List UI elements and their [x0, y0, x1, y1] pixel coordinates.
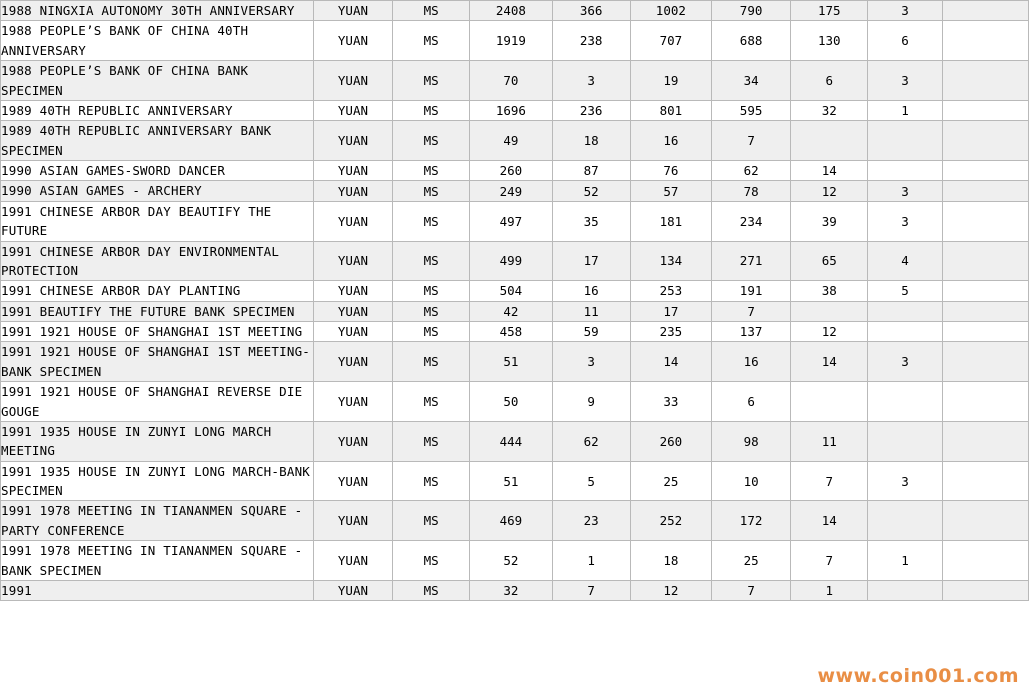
- cell-grade: MS: [393, 121, 470, 161]
- table-row[interactable]: [1, 322, 1029, 342]
- cell-n3: 7: [711, 301, 790, 321]
- cell-n3: 98: [711, 421, 790, 461]
- cell-n4: 14: [791, 342, 868, 382]
- cell-n5: 3: [868, 461, 942, 501]
- cell-name: 1991 CHINESE ARBOR DAY PLANTING: [1, 281, 314, 301]
- cell-name: 1991 1921 HOUSE OF SHANGHAI REVERSE DIE GOUGE: [1, 382, 314, 422]
- cell-n1: 16: [552, 281, 630, 301]
- cell-n1: 7: [552, 580, 630, 600]
- cell-n6: [942, 580, 1028, 600]
- cell-grade: MS: [393, 161, 470, 181]
- cell-n1: 59: [552, 322, 630, 342]
- table-row[interactable]: [1, 181, 1029, 201]
- cell-n2: 16: [630, 121, 711, 161]
- table-body: [1, 1, 1029, 601]
- cell-n6: [942, 181, 1028, 201]
- cell-name: 1991 CHINESE ARBOR DAY BEAUTIFY THE FUTURE: [1, 201, 314, 241]
- cell-n4: 1: [791, 580, 868, 600]
- cell-grade: MS: [393, 322, 470, 342]
- cell-n5: [868, 161, 942, 181]
- cell-total: 42: [470, 301, 552, 321]
- cell-name: 1991: [1, 580, 314, 600]
- cell-n5: 5: [868, 281, 942, 301]
- cell-total: 504: [470, 281, 552, 301]
- cell-denomination: YUAN: [313, 121, 392, 161]
- cell-n4: 65: [791, 241, 868, 281]
- cell-n3: 25: [711, 541, 790, 581]
- cell-total: 70: [470, 61, 552, 101]
- cell-total: 2408: [470, 1, 552, 21]
- cell-n1: 366: [552, 1, 630, 21]
- cell-denomination: YUAN: [313, 501, 392, 541]
- cell-n4: [791, 301, 868, 321]
- cell-denomination: YUAN: [313, 421, 392, 461]
- cell-denomination: YUAN: [313, 21, 392, 61]
- cell-name: 1991 1921 HOUSE OF SHANGHAI 1ST MEETING: [1, 322, 314, 342]
- cell-n3: 78: [711, 181, 790, 201]
- table-row[interactable]: [1, 342, 1029, 382]
- cell-n2: 181: [630, 201, 711, 241]
- cell-n4: 38: [791, 281, 868, 301]
- cell-total: 1696: [470, 100, 552, 120]
- cell-denomination: YUAN: [313, 241, 392, 281]
- cell-n6: [942, 61, 1028, 101]
- cell-n1: 5: [552, 461, 630, 501]
- cell-grade: MS: [393, 541, 470, 581]
- cell-n1: 3: [552, 61, 630, 101]
- table-row[interactable]: [1, 100, 1029, 120]
- cell-grade: MS: [393, 580, 470, 600]
- cell-n6: [942, 541, 1028, 581]
- cell-n6: [942, 342, 1028, 382]
- cell-denomination: YUAN: [313, 382, 392, 422]
- cell-name: 1991 1935 HOUSE IN ZUNYI LONG MARCH-BANK SPECIMEN: [1, 461, 314, 501]
- cell-total: 458: [470, 322, 552, 342]
- cell-n4: 11: [791, 421, 868, 461]
- cell-n6: [942, 461, 1028, 501]
- cell-grade: MS: [393, 342, 470, 382]
- cell-n6: [942, 301, 1028, 321]
- cell-grade: MS: [393, 461, 470, 501]
- cell-denomination: YUAN: [313, 301, 392, 321]
- cell-total: 1919: [470, 21, 552, 61]
- cell-n6: [942, 1, 1028, 21]
- table-row[interactable]: [1, 382, 1029, 422]
- cell-n5: 6: [868, 21, 942, 61]
- cell-n6: [942, 501, 1028, 541]
- cell-n5: 3: [868, 201, 942, 241]
- cell-denomination: YUAN: [313, 580, 392, 600]
- cell-n4: 175: [791, 1, 868, 21]
- cell-n3: 172: [711, 501, 790, 541]
- cell-name: 1991 1921 HOUSE OF SHANGHAI 1ST MEETING-BANK SPECIMEN: [1, 342, 314, 382]
- cell-n1: 11: [552, 301, 630, 321]
- cell-n3: 271: [711, 241, 790, 281]
- cell-n2: 253: [630, 281, 711, 301]
- cell-grade: MS: [393, 301, 470, 321]
- cell-denomination: YUAN: [313, 61, 392, 101]
- cell-name: 1991 CHINESE ARBOR DAY ENVIRONMENTAL PROTECTION: [1, 241, 314, 281]
- cell-n5: [868, 301, 942, 321]
- cell-n2: 260: [630, 421, 711, 461]
- cell-n6: [942, 161, 1028, 181]
- table-row[interactable]: [1, 541, 1029, 581]
- cell-n5: [868, 580, 942, 600]
- table-row[interactable]: [1, 461, 1029, 501]
- table-row[interactable]: [1, 421, 1029, 461]
- cell-denomination: YUAN: [313, 461, 392, 501]
- cell-n3: 10: [711, 461, 790, 501]
- cell-n3: 688: [711, 21, 790, 61]
- cell-total: 52: [470, 541, 552, 581]
- cell-grade: MS: [393, 421, 470, 461]
- cell-grade: MS: [393, 501, 470, 541]
- cell-n4: [791, 121, 868, 161]
- cell-n1: 52: [552, 181, 630, 201]
- cell-n6: [942, 100, 1028, 120]
- cell-name: 1988 PEOPLE’S BANK OF CHINA BANK SPECIMEN: [1, 61, 314, 101]
- cell-n6: [942, 21, 1028, 61]
- cell-n4: [791, 382, 868, 422]
- cell-n3: 234: [711, 201, 790, 241]
- cell-n1: 9: [552, 382, 630, 422]
- cell-denomination: YUAN: [313, 322, 392, 342]
- cell-n1: 238: [552, 21, 630, 61]
- cell-n2: 252: [630, 501, 711, 541]
- cell-n3: 790: [711, 1, 790, 21]
- cell-n2: 17: [630, 301, 711, 321]
- cell-n5: 3: [868, 342, 942, 382]
- site-watermark: www.coin001.com: [817, 665, 1019, 687]
- cell-n4: 130: [791, 21, 868, 61]
- cell-n6: [942, 201, 1028, 241]
- cell-n4: 7: [791, 461, 868, 501]
- cell-grade: MS: [393, 181, 470, 201]
- cell-n5: 4: [868, 241, 942, 281]
- cell-n5: [868, 501, 942, 541]
- cell-grade: MS: [393, 100, 470, 120]
- cell-denomination: YUAN: [313, 342, 392, 382]
- cell-n6: [942, 281, 1028, 301]
- table-row[interactable]: [1, 241, 1029, 281]
- cell-name: 1989 40TH REPUBLIC ANNIVERSARY: [1, 100, 314, 120]
- cell-total: 51: [470, 342, 552, 382]
- table-row[interactable]: [1, 61, 1029, 101]
- cell-n6: [942, 241, 1028, 281]
- cell-n1: 87: [552, 161, 630, 181]
- cell-n6: [942, 121, 1028, 161]
- cell-name: 1988 PEOPLE’S BANK OF CHINA 40TH ANNIVERSARY: [1, 21, 314, 61]
- cell-grade: MS: [393, 382, 470, 422]
- cell-n2: 14: [630, 342, 711, 382]
- cell-n4: 14: [791, 501, 868, 541]
- cell-n2: 18: [630, 541, 711, 581]
- cell-n1: 62: [552, 421, 630, 461]
- cell-n2: 76: [630, 161, 711, 181]
- cell-grade: MS: [393, 61, 470, 101]
- cell-n5: [868, 322, 942, 342]
- cell-n4: 12: [791, 181, 868, 201]
- cell-n1: 18: [552, 121, 630, 161]
- cell-grade: MS: [393, 1, 470, 21]
- cell-n1: 17: [552, 241, 630, 281]
- cell-n1: 236: [552, 100, 630, 120]
- cell-n3: 16: [711, 342, 790, 382]
- cell-name: 1990 ASIAN GAMES - ARCHERY: [1, 181, 314, 201]
- cell-name: 1991 1978 MEETING IN TIANANMEN SQUARE - BANK SPECIMEN: [1, 541, 314, 581]
- cell-n2: 235: [630, 322, 711, 342]
- cell-n2: 12: [630, 580, 711, 600]
- cell-name: 1991 BEAUTIFY THE FUTURE BANK SPECIMEN: [1, 301, 314, 321]
- cell-denomination: YUAN: [313, 541, 392, 581]
- cell-total: 260: [470, 161, 552, 181]
- cell-total: 49: [470, 121, 552, 161]
- cell-n3: 7: [711, 580, 790, 600]
- cell-name: 1988 NINGXIA AUTONOMY 30TH ANNIVERSARY: [1, 1, 314, 21]
- cell-n6: [942, 421, 1028, 461]
- cell-total: 32: [470, 580, 552, 600]
- cell-n4: 14: [791, 161, 868, 181]
- table-row[interactable]: [1, 1, 1029, 21]
- table-row[interactable]: [1, 21, 1029, 61]
- cell-n3: 6: [711, 382, 790, 422]
- cell-n3: 137: [711, 322, 790, 342]
- cell-n5: 3: [868, 61, 942, 101]
- cell-total: 469: [470, 501, 552, 541]
- cell-n4: 39: [791, 201, 868, 241]
- cell-n3: 7: [711, 121, 790, 161]
- cell-total: 499: [470, 241, 552, 281]
- cell-grade: MS: [393, 21, 470, 61]
- cell-n6: [942, 322, 1028, 342]
- cell-n2: 25: [630, 461, 711, 501]
- cell-grade: MS: [393, 241, 470, 281]
- cell-n3: 595: [711, 100, 790, 120]
- cell-n4: 32: [791, 100, 868, 120]
- cell-name: 1989 40TH REPUBLIC ANNIVERSARY BANK SPECIMEN: [1, 121, 314, 161]
- table-row[interactable]: [1, 580, 1029, 600]
- table-row[interactable]: [1, 281, 1029, 301]
- cell-n1: 3: [552, 342, 630, 382]
- cell-n5: 1: [868, 541, 942, 581]
- cell-n5: [868, 382, 942, 422]
- cell-name: 1991 1978 MEETING IN TIANANMEN SQUARE - PARTY CONFERENCE: [1, 501, 314, 541]
- cell-denomination: YUAN: [313, 161, 392, 181]
- cell-n5: 3: [868, 1, 942, 21]
- cell-name: 1990 ASIAN GAMES-SWORD DANCER: [1, 161, 314, 181]
- cell-total: 497: [470, 201, 552, 241]
- cell-total: 50: [470, 382, 552, 422]
- table-row[interactable]: [1, 301, 1029, 321]
- cell-n2: 134: [630, 241, 711, 281]
- table-row[interactable]: [1, 201, 1029, 241]
- cell-n3: 62: [711, 161, 790, 181]
- cell-n1: 23: [552, 501, 630, 541]
- cell-n5: 3: [868, 181, 942, 201]
- table-row[interactable]: [1, 501, 1029, 541]
- cell-n3: 34: [711, 61, 790, 101]
- cell-n2: 19: [630, 61, 711, 101]
- cell-n1: 1: [552, 541, 630, 581]
- cell-total: 444: [470, 421, 552, 461]
- table-row[interactable]: [1, 161, 1029, 181]
- cell-denomination: YUAN: [313, 181, 392, 201]
- cell-n2: 707: [630, 21, 711, 61]
- cell-grade: MS: [393, 281, 470, 301]
- cell-n6: [942, 382, 1028, 422]
- cell-n3: 191: [711, 281, 790, 301]
- cell-n2: 1002: [630, 1, 711, 21]
- cell-n5: [868, 421, 942, 461]
- cell-n2: 801: [630, 100, 711, 120]
- cell-n4: 7: [791, 541, 868, 581]
- cell-n2: 33: [630, 382, 711, 422]
- cell-n1: 35: [552, 201, 630, 241]
- cell-denomination: YUAN: [313, 100, 392, 120]
- cell-n4: 12: [791, 322, 868, 342]
- cell-n2: 57: [630, 181, 711, 201]
- cell-denomination: YUAN: [313, 1, 392, 21]
- cell-denomination: YUAN: [313, 281, 392, 301]
- cell-name: 1991 1935 HOUSE IN ZUNYI LONG MARCH MEETING: [1, 421, 314, 461]
- cell-n5: 1: [868, 100, 942, 120]
- cell-denomination: YUAN: [313, 201, 392, 241]
- cell-total: 51: [470, 461, 552, 501]
- cell-n4: 6: [791, 61, 868, 101]
- table-row[interactable]: [1, 121, 1029, 161]
- cell-n5: [868, 121, 942, 161]
- cell-grade: MS: [393, 201, 470, 241]
- cell-total: 249: [470, 181, 552, 201]
